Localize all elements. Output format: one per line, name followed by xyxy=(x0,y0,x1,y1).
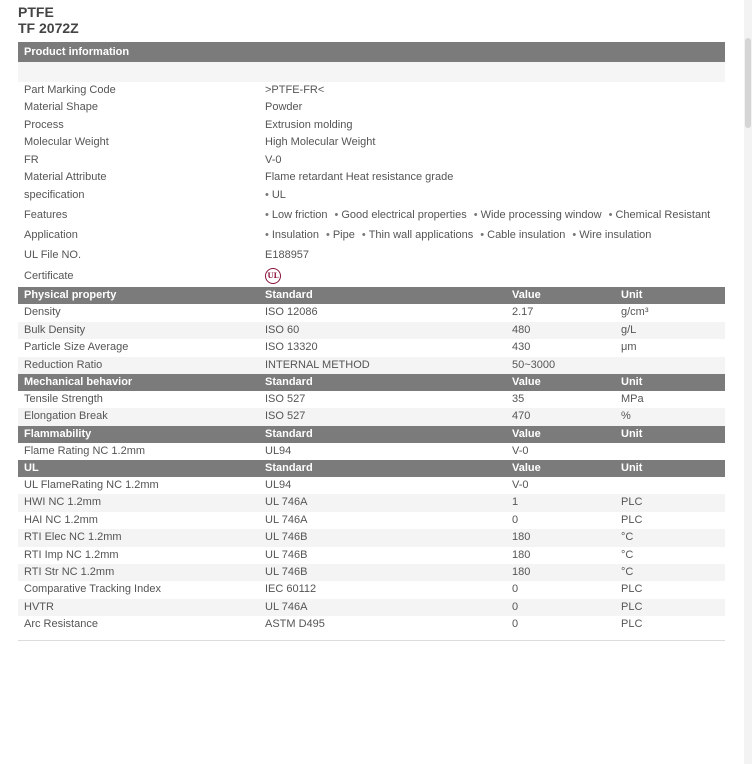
features-item: • Good electrical properties xyxy=(335,209,467,221)
standard-value: UL 746B xyxy=(265,531,308,544)
standard-value: ISO 13320 xyxy=(265,341,318,354)
application-item: • Insulation xyxy=(265,229,319,241)
property-value: 0 xyxy=(512,600,519,613)
info-value: Powder xyxy=(265,101,303,114)
standard-value: ISO 527 xyxy=(265,410,306,423)
property-name: Arc Resistance xyxy=(24,618,98,631)
info-value: Flame retardant Heat resistance grade xyxy=(265,170,454,183)
property-value: 35 xyxy=(512,392,525,405)
property-name: Density xyxy=(24,306,61,319)
value-column-header: Value xyxy=(512,289,541,302)
unit-value: °C xyxy=(621,548,634,561)
property-value: 180 xyxy=(512,531,531,544)
product-info-header-label: Product information xyxy=(24,46,130,58)
table-row xyxy=(18,581,725,598)
features-item: • Wide processing window xyxy=(474,209,602,221)
features-row xyxy=(18,206,725,226)
standard-column-header: Standard xyxy=(265,375,313,388)
table-row xyxy=(18,599,725,616)
header-gap xyxy=(18,62,725,82)
table-row xyxy=(18,304,725,321)
datasheet xyxy=(18,42,725,641)
application-list xyxy=(265,229,658,241)
info-value: High Molecular Weight xyxy=(265,136,376,149)
table-row xyxy=(18,494,725,511)
property-name: HWI NC 1.2mm xyxy=(24,496,101,509)
property-sections xyxy=(18,287,725,633)
ul-file-label: UL File NO. xyxy=(24,249,82,262)
application-item: • Pipe xyxy=(326,229,355,241)
unit-value: g/cm³ xyxy=(621,306,649,319)
material-name: PTFE xyxy=(18,4,54,20)
application-label: Application xyxy=(24,229,78,242)
property-value: 0 xyxy=(512,618,519,631)
standard-value: UL 746B xyxy=(265,548,308,561)
ul-file-value: E188957 xyxy=(265,249,310,262)
unit-value: PLC xyxy=(621,513,643,526)
product-title xyxy=(18,4,79,36)
product-info-table xyxy=(18,82,725,287)
table-row xyxy=(18,547,725,564)
property-value: V-0 xyxy=(512,444,529,457)
unit-value: °C xyxy=(621,531,634,544)
property-value: 430 xyxy=(512,341,531,354)
certificate-label: Certificate xyxy=(24,270,74,283)
unit-value: °C xyxy=(621,566,634,579)
unit-column-header: Unit xyxy=(621,462,643,475)
features-item: • Chemical Resistant xyxy=(609,209,711,221)
info-label: Material Shape xyxy=(24,101,98,114)
features-list xyxy=(265,209,717,221)
product-info-header xyxy=(18,42,725,62)
property-name: HVTR xyxy=(24,600,54,613)
unit-value: % xyxy=(621,410,631,423)
table-row xyxy=(18,408,725,425)
info-label: Part Marking Code xyxy=(24,84,116,96)
standard-value: ISO 527 xyxy=(265,392,306,405)
specification-item: • UL xyxy=(265,189,286,201)
section-title: UL xyxy=(24,462,39,475)
property-value: 470 xyxy=(512,410,531,423)
property-name: RTI Elec NC 1.2mm xyxy=(24,531,122,544)
table-row xyxy=(18,443,725,460)
info-value: V-0 xyxy=(265,153,282,166)
property-name: Comparative Tracking Index xyxy=(24,583,161,596)
application-item: • Cable insulation xyxy=(480,229,565,241)
table-row xyxy=(18,564,725,581)
unit-column-header: Unit xyxy=(621,375,643,388)
property-name: Tensile Strength xyxy=(24,392,103,405)
application-item: • Thin wall applications xyxy=(362,229,473,241)
unit-value: PLC xyxy=(621,618,643,631)
end-divider xyxy=(18,640,725,641)
property-name: Particle Size Average xyxy=(24,341,129,354)
specification-list xyxy=(265,189,293,201)
section-header xyxy=(18,460,725,477)
standard-value: UL94 xyxy=(265,444,292,457)
standard-value: UL 746A xyxy=(265,513,308,526)
unit-value: g/L xyxy=(621,323,637,336)
table-row xyxy=(18,512,725,529)
info-value: Extrusion molding xyxy=(265,118,353,131)
info-row xyxy=(18,99,725,116)
value-column-header: Value xyxy=(512,462,541,475)
standard-value: ASTM D495 xyxy=(265,618,325,631)
standard-value: INTERNAL METHOD xyxy=(265,358,370,371)
unit-value: MPa xyxy=(621,392,644,405)
info-value: >PTFE-FR< xyxy=(265,84,325,96)
standard-column-header: Standard xyxy=(265,462,313,475)
property-name: Bulk Density xyxy=(24,323,86,336)
property-name: HAI NC 1.2mm xyxy=(24,513,98,526)
standard-value: UL 746A xyxy=(265,600,308,613)
info-row xyxy=(18,134,725,151)
section-title: Flammability xyxy=(24,427,92,440)
features-item: • Low friction xyxy=(265,209,328,221)
info-row xyxy=(18,117,725,134)
table-row xyxy=(18,357,725,374)
property-name: Reduction Ratio xyxy=(24,358,103,371)
table-row xyxy=(18,477,725,494)
scrollbar-thumb[interactable] xyxy=(745,38,751,128)
property-value: 0 xyxy=(512,583,519,596)
property-name: Flame Rating NC 1.2mm xyxy=(24,444,146,457)
property-name: RTI Imp NC 1.2mm xyxy=(24,548,119,561)
specification-row xyxy=(18,186,725,206)
standard-value: IEC 60112 xyxy=(265,583,317,596)
features-label: Features xyxy=(24,209,68,222)
info-row xyxy=(18,152,725,169)
property-value: V-0 xyxy=(512,479,529,492)
standard-value: ISO 60 xyxy=(265,323,300,336)
table-row xyxy=(18,529,725,546)
section-header xyxy=(18,374,725,391)
property-value: 1 xyxy=(512,496,519,509)
ul-file-row xyxy=(18,246,725,266)
info-row xyxy=(18,169,725,186)
info-label: Process xyxy=(24,118,64,131)
certificate-row xyxy=(18,266,725,287)
unit-value: PLC xyxy=(621,600,643,613)
table-row xyxy=(18,391,725,408)
value-column-header: Value xyxy=(512,375,541,388)
application-row xyxy=(18,226,725,246)
property-name: UL FlameRating NC 1.2mm xyxy=(24,479,159,492)
table-row xyxy=(18,339,725,356)
property-name: RTI Str NC 1.2mm xyxy=(24,566,115,579)
value-column-header: Value xyxy=(512,427,541,440)
grade-name: TF 2072Z xyxy=(18,20,79,36)
info-label: Molecular Weight xyxy=(24,136,109,149)
unit-column-header: Unit xyxy=(621,427,643,440)
table-row xyxy=(18,322,725,339)
table-row xyxy=(18,616,725,633)
section-header xyxy=(18,426,725,443)
ul-certification-icon: UL xyxy=(265,268,281,284)
unit-value: PLC xyxy=(621,583,643,596)
application-item: • Wire insulation xyxy=(572,229,651,241)
info-row xyxy=(18,82,725,99)
standard-value: UL 746B xyxy=(265,566,308,579)
standard-value: UL94 xyxy=(265,479,292,492)
section-header xyxy=(18,287,725,304)
section-title: Mechanical behavior xyxy=(24,375,133,388)
unit-column-header: Unit xyxy=(621,289,643,302)
standard-value: ISO 12086 xyxy=(265,306,318,319)
property-value: 2.17 xyxy=(512,306,534,319)
property-name: Elongation Break xyxy=(24,410,108,423)
property-value: 50~3000 xyxy=(512,358,556,371)
info-label: Material Attribute xyxy=(24,170,107,183)
specification-label: specification xyxy=(24,189,85,202)
standard-column-header: Standard xyxy=(265,289,313,302)
scrollbar[interactable] xyxy=(744,0,752,764)
property-value: 180 xyxy=(512,548,531,561)
info-label: FR xyxy=(24,153,39,166)
property-value: 0 xyxy=(512,513,519,526)
unit-value: PLC xyxy=(621,496,643,509)
unit-value: μm xyxy=(621,341,637,354)
section-title: Physical property xyxy=(24,289,117,302)
property-value: 480 xyxy=(512,323,531,336)
property-value: 180 xyxy=(512,566,531,579)
standard-column-header: Standard xyxy=(265,427,313,440)
standard-value: UL 746A xyxy=(265,496,308,509)
